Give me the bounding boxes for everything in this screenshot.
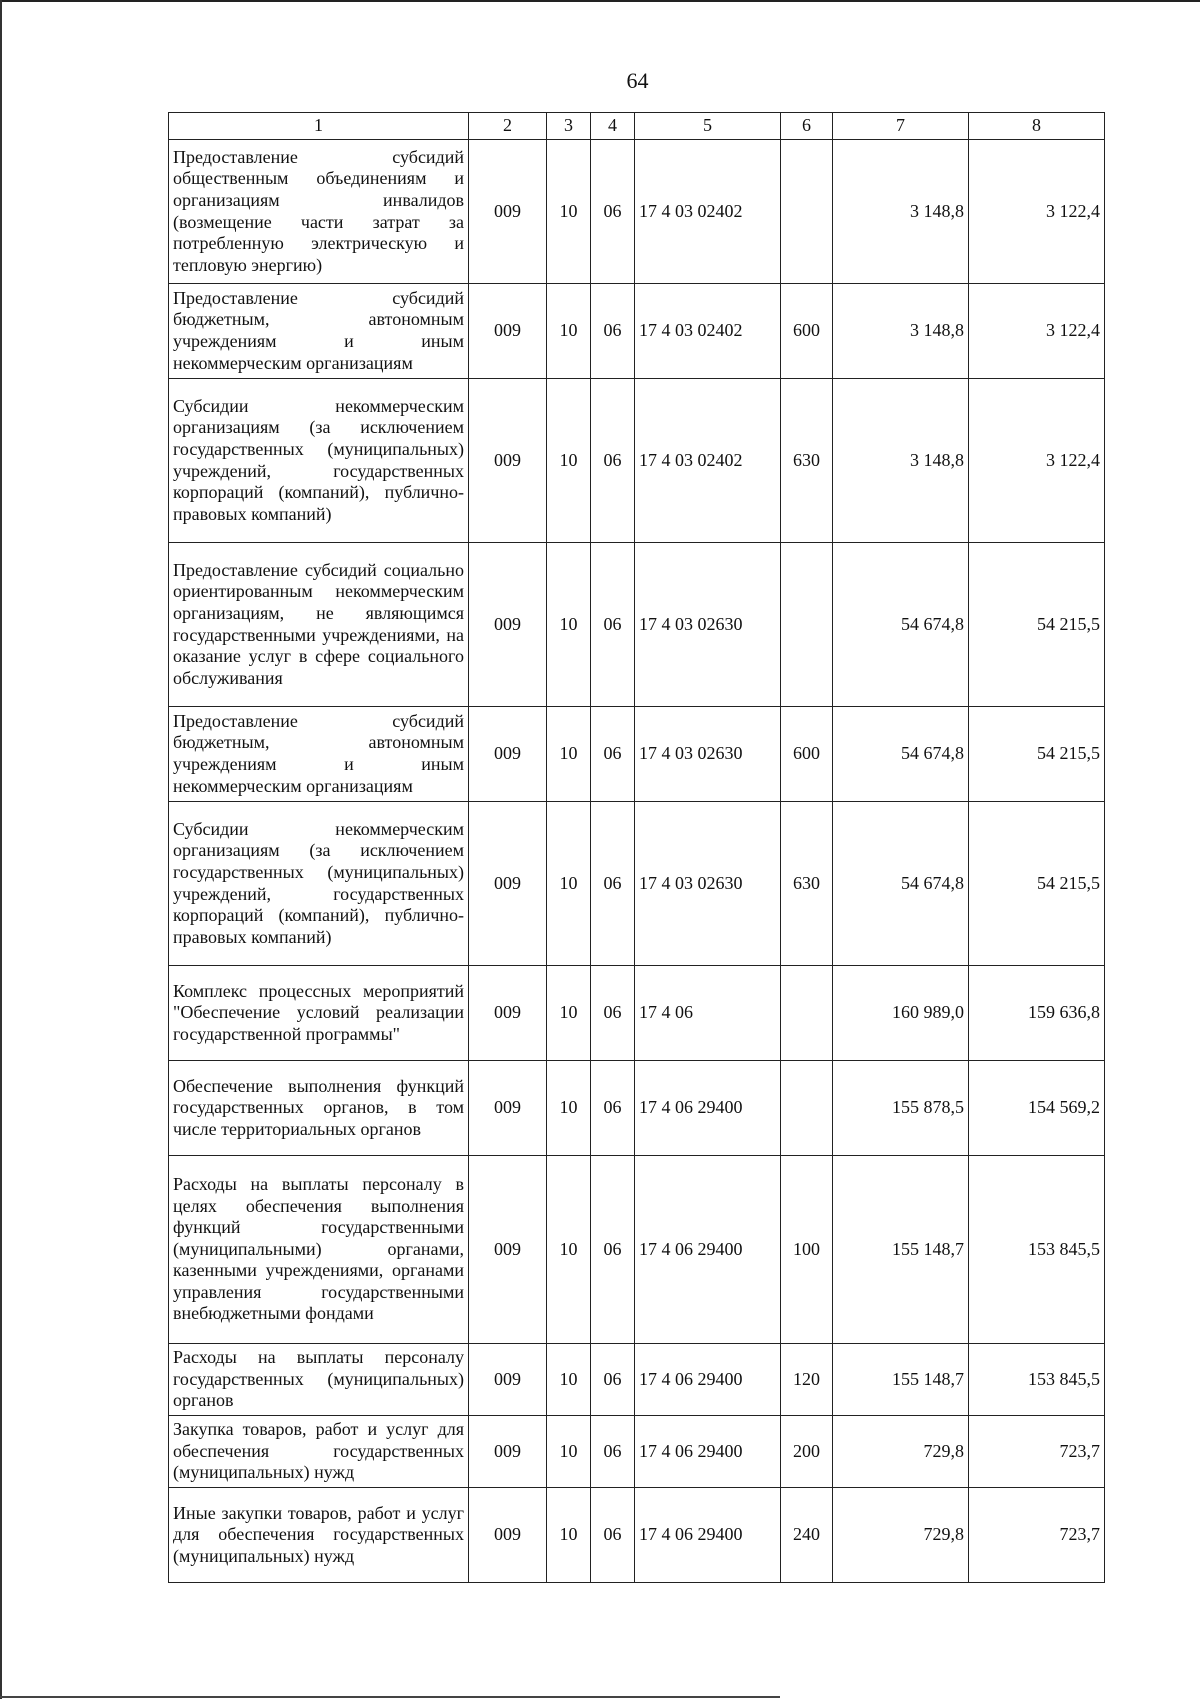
table-body <box>169 140 1105 1583</box>
row-code-cell: 17 4 03 02630 <box>635 802 781 966</box>
header-col-3: 3 <box>547 113 591 140</box>
row-col2-cell: 009 <box>469 1344 547 1416</box>
table-row <box>169 1488 1105 1583</box>
scan-edge-top <box>0 0 1200 2</box>
header-col-4: 4 <box>591 113 635 140</box>
row-col6-cell: 630 <box>781 802 833 966</box>
row-col7-cell: 3 148,8 <box>833 379 969 543</box>
page-number: 64 <box>626 68 649 93</box>
row-col3-cell: 10 <box>547 1488 591 1583</box>
row-col2-cell: 009 <box>469 1416 547 1488</box>
row-code-cell: 17 4 03 02630 <box>635 707 781 802</box>
row-code-cell: 17 4 03 02630 <box>635 543 781 707</box>
row-col4-cell: 06 <box>591 543 635 707</box>
row-col4-cell: 06 <box>591 284 635 379</box>
row-col3-cell: 10 <box>547 966 591 1061</box>
row-col2-cell: 009 <box>469 1061 547 1156</box>
header-col-8: 8 <box>969 113 1105 140</box>
row-col4-cell: 06 <box>591 966 635 1061</box>
header-col-6: 6 <box>781 113 833 140</box>
row-code-cell: 17 4 03 02402 <box>635 379 781 543</box>
row-col6-cell <box>781 543 833 707</box>
row-col6-cell: 100 <box>781 1156 833 1344</box>
row-col3-cell: 10 <box>547 802 591 966</box>
row-col8-cell: 3 122,4 <box>969 284 1105 379</box>
row-col2-cell: 009 <box>469 966 547 1061</box>
row-col2-cell: 009 <box>469 284 547 379</box>
row-code-cell: 17 4 03 02402 <box>635 284 781 379</box>
budget-table <box>168 112 1105 1583</box>
row-col3-cell: 10 <box>547 1061 591 1156</box>
row-code-cell: 17 4 06 29400 <box>635 1416 781 1488</box>
row-name-cell: Субсидии некоммерческим организациям (за исключением государственных (муниципальных) учреждений, государственных корпораций (компаний), публично-правовых компаний) <box>169 802 469 966</box>
row-name-cell: Предоставление субсидий бюджетным, автономным учреждениям и иным некоммерческим организациям <box>169 707 469 802</box>
row-col4-cell: 06 <box>591 802 635 966</box>
row-col3-cell: 10 <box>547 707 591 802</box>
row-col3-cell: 10 <box>547 1156 591 1344</box>
row-col4-cell: 06 <box>591 1488 635 1583</box>
row-col3-cell: 10 <box>547 140 591 284</box>
row-code-cell: 17 4 06 29400 <box>635 1488 781 1583</box>
row-name-cell: Закупка товаров, работ и услуг для обеспечения государственных (муниципальных) нужд <box>169 1416 469 1488</box>
table-row <box>169 379 1105 543</box>
table-row <box>169 284 1105 379</box>
row-col6-cell <box>781 1061 833 1156</box>
row-col3-cell: 10 <box>547 1344 591 1416</box>
row-col6-cell: 240 <box>781 1488 833 1583</box>
table-row <box>169 1416 1105 1488</box>
header-col-7: 7 <box>833 113 969 140</box>
header-col-5: 5 <box>635 113 781 140</box>
row-col8-cell: 153 845,5 <box>969 1344 1105 1416</box>
row-col6-cell: 120 <box>781 1344 833 1416</box>
row-code-cell: 17 4 06 29400 <box>635 1156 781 1344</box>
row-col8-cell: 54 215,5 <box>969 707 1105 802</box>
table-row <box>169 140 1105 284</box>
row-col8-cell: 3 122,4 <box>969 379 1105 543</box>
row-col4-cell: 06 <box>591 140 635 284</box>
row-col2-cell: 009 <box>469 802 547 966</box>
row-code-cell: 17 4 06 29400 <box>635 1061 781 1156</box>
row-col7-cell: 54 674,8 <box>833 707 969 802</box>
row-col8-cell: 3 122,4 <box>969 140 1105 284</box>
row-col7-cell: 3 148,8 <box>833 140 969 284</box>
table-row <box>169 802 1105 966</box>
row-col3-cell: 10 <box>547 1416 591 1488</box>
row-col7-cell: 729,8 <box>833 1416 969 1488</box>
row-col8-cell: 723,7 <box>969 1488 1105 1583</box>
header-col-2: 2 <box>469 113 547 140</box>
page-number-container <box>0 68 1200 94</box>
row-code-cell: 17 4 06 29400 <box>635 1344 781 1416</box>
row-col3-cell: 10 <box>547 284 591 379</box>
row-col6-cell: 200 <box>781 1416 833 1488</box>
row-col8-cell: 723,7 <box>969 1416 1105 1488</box>
row-col6-cell <box>781 966 833 1061</box>
row-col4-cell: 06 <box>591 707 635 802</box>
row-col6-cell: 600 <box>781 284 833 379</box>
row-name-cell: Предоставление субсидий социально ориентированным некоммерческим организациям, не являющимся государственными учреждениями, на оказание услуг в сфере социального обслуживания <box>169 543 469 707</box>
scan-edge-bottom <box>0 1696 780 1698</box>
row-col7-cell: 3 148,8 <box>833 284 969 379</box>
row-col7-cell: 160 989,0 <box>833 966 969 1061</box>
row-name-cell: Комплекс процессных мероприятий "Обеспечение условий реализации государственной программы" <box>169 966 469 1061</box>
row-col7-cell: 155 148,7 <box>833 1344 969 1416</box>
row-col4-cell: 06 <box>591 1344 635 1416</box>
row-col2-cell: 009 <box>469 1156 547 1344</box>
row-col3-cell: 10 <box>547 543 591 707</box>
row-col8-cell: 54 215,5 <box>969 802 1105 966</box>
row-name-cell: Расходы на выплаты персоналу государственных (муниципальных) органов <box>169 1344 469 1416</box>
table-row <box>169 707 1105 802</box>
row-col6-cell: 630 <box>781 379 833 543</box>
row-col2-cell: 009 <box>469 140 547 284</box>
row-col4-cell: 06 <box>591 379 635 543</box>
row-col6-cell <box>781 140 833 284</box>
row-name-cell: Субсидии некоммерческим организациям (за исключением государственных (муниципальных) учреждений, государственных корпораций (компаний), публично-правовых компаний) <box>169 379 469 543</box>
row-col8-cell: 154 569,2 <box>969 1061 1105 1156</box>
row-col3-cell: 10 <box>547 379 591 543</box>
row-col4-cell: 06 <box>591 1061 635 1156</box>
row-name-cell: Иные закупки товаров, работ и услуг для обеспечения государственных (муниципальных) нужд <box>169 1488 469 1583</box>
table-row <box>169 1061 1105 1156</box>
table-row <box>169 1156 1105 1344</box>
table-row <box>169 543 1105 707</box>
row-col2-cell: 009 <box>469 707 547 802</box>
row-col7-cell: 155 148,7 <box>833 1156 969 1344</box>
row-col8-cell: 159 636,8 <box>969 966 1105 1061</box>
row-code-cell: 17 4 06 <box>635 966 781 1061</box>
row-name-cell: Расходы на выплаты персоналу в целях обеспечения выполнения функций государственными (муниципальными) органами, казенными учреждениями, органами управления государственными внебюджетными фондами <box>169 1156 469 1344</box>
row-col2-cell: 009 <box>469 543 547 707</box>
row-col2-cell: 009 <box>469 379 547 543</box>
header-row <box>169 113 1105 140</box>
row-col8-cell: 153 845,5 <box>969 1156 1105 1344</box>
row-col7-cell: 729,8 <box>833 1488 969 1583</box>
row-name-cell: Обеспечение выполнения функций государственных органов, в том числе территориальных органов <box>169 1061 469 1156</box>
row-col7-cell: 155 878,5 <box>833 1061 969 1156</box>
row-col4-cell: 06 <box>591 1156 635 1344</box>
table-row <box>169 1344 1105 1416</box>
row-col4-cell: 06 <box>591 1416 635 1488</box>
row-col2-cell: 009 <box>469 1488 547 1583</box>
row-col6-cell: 600 <box>781 707 833 802</box>
row-name-cell: Предоставление субсидий общественным объединениям и организациям инвалидов (возмещение части затрат за потребленную электрическую и тепловую энергию) <box>169 140 469 284</box>
row-code-cell: 17 4 03 02402 <box>635 140 781 284</box>
row-name-cell: Предоставление субсидий бюджетным, автономным учреждениям и иным некоммерческим организациям <box>169 284 469 379</box>
row-col7-cell: 54 674,8 <box>833 802 969 966</box>
table-row <box>169 966 1105 1061</box>
row-col7-cell: 54 674,8 <box>833 543 969 707</box>
header-col-1: 1 <box>169 113 469 140</box>
row-col8-cell: 54 215,5 <box>969 543 1105 707</box>
scan-edge-left <box>0 0 2 1699</box>
